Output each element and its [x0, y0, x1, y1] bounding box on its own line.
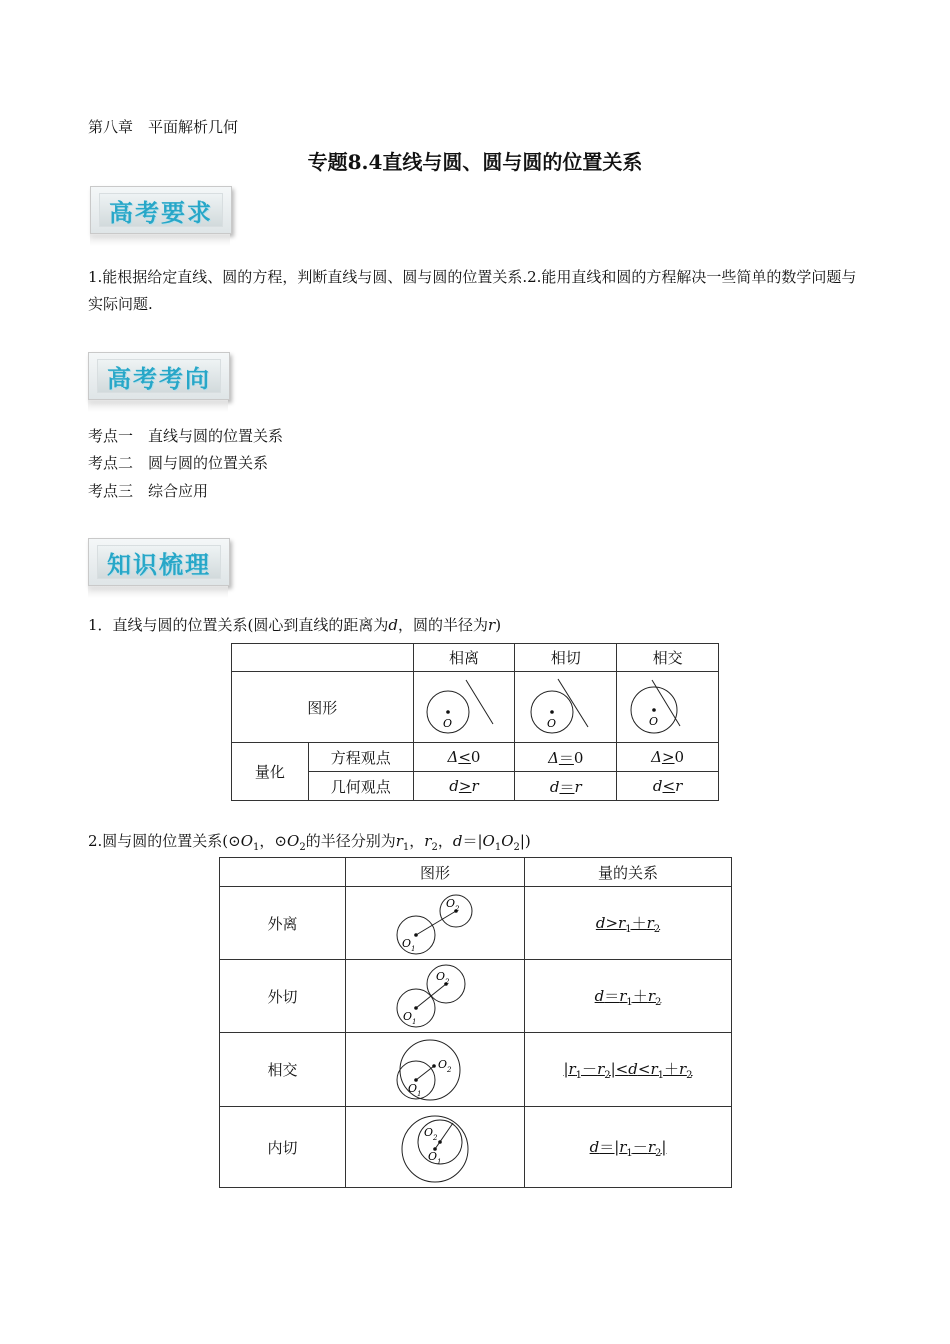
cond-geo-tangent: d＝r [515, 772, 617, 801]
directions-banner-text: 高考考向 [97, 359, 221, 393]
svg-text:O: O [438, 1057, 448, 1071]
figure-intersect-circles [390, 1036, 480, 1104]
svg-text:1: 1 [437, 1158, 442, 1166]
svg-text:2: 2 [433, 1134, 438, 1142]
col-figure: 图形 [346, 858, 525, 887]
page-title: 专题8.4直线与圆、圆与圆的位置关系 [307, 150, 643, 174]
col-tangent: 相切 [515, 644, 617, 672]
relation-external-separate: $d>r_1+r_2$ [525, 887, 732, 960]
knowledge-banner-text: 知识梳理 [97, 545, 221, 579]
col-relation: 量的关系 [525, 858, 732, 887]
svg-text:O: O [442, 717, 452, 730]
figure-intersect [628, 676, 708, 738]
line-circle-table [231, 643, 719, 801]
line-circle-heading: 1．直线与圆的位置关系(圆心到直线的距离为d，圆的半径为r) [88, 616, 502, 634]
cond-eq-tangent: Δ＝0 [515, 743, 617, 772]
key-point-1: 考点一 直线与圆的位置关系 [88, 427, 284, 445]
relation-internal-tangent: $d=|r_1-r_2|$ [525, 1107, 732, 1188]
svg-text:O: O [402, 937, 412, 950]
method-geometry: 几何观点 [308, 772, 413, 801]
cond-geo-separate: d>r [413, 772, 515, 801]
method-equation: 方程观点 [308, 743, 413, 772]
svg-text:O: O [436, 970, 446, 983]
cond-eq-intersect: Δ>0 [617, 743, 719, 772]
svg-text:O: O [408, 1081, 418, 1095]
svg-text:1: 1 [411, 945, 416, 953]
requirements-banner-text: 高考要求 [99, 193, 223, 227]
svg-text:O: O [428, 1150, 438, 1163]
svg-text:1: 1 [412, 1018, 417, 1026]
svg-text:O: O [446, 897, 456, 910]
figure-external-tangent [390, 962, 480, 1030]
figure-tangent [526, 676, 606, 738]
svg-text:O: O [403, 1010, 413, 1023]
svg-text:2: 2 [455, 905, 460, 913]
svg-text:2: 2 [445, 978, 450, 986]
row-internal-tangent: 内切 [220, 1107, 346, 1188]
requirements-banner [90, 186, 232, 246]
chapter-label: 第八章 平面解析几何 [88, 118, 239, 136]
svg-text:O: O [424, 1126, 434, 1139]
quant-label: 量化 [232, 743, 309, 801]
relation-intersect: $|r_1-r_2|<d<r_1+r_2$ [525, 1033, 732, 1107]
key-point-3: 考点三 综合应用 [88, 482, 209, 500]
circle-circle-table [219, 857, 732, 1188]
col-separate: 相离 [413, 644, 515, 672]
requirements-text: 1.能根据给定直线、圆的方程，判断直线与圆、圆与圆的位置关系.2.能用直线和圆的方程解决一些简单的数学问题与实际问题. [88, 268, 857, 313]
key-point-2: 考点二 圆与圆的位置关系 [88, 454, 269, 472]
row-intersect: 相交 [220, 1033, 346, 1107]
relation-external-tangent: $d=r_1+r_2$ [525, 960, 732, 1033]
figure-label: 图形 [232, 672, 414, 743]
figure-external-separate [390, 889, 480, 957]
knowledge-banner [88, 538, 230, 598]
cond-eq-separate: Δ<0 [413, 743, 515, 772]
row-external-tangent: 外切 [220, 960, 346, 1033]
directions-banner [88, 352, 230, 412]
row-external-separate: 外离 [220, 887, 346, 960]
cond-geo-intersect: d<r [617, 772, 719, 801]
svg-text:O: O [648, 715, 658, 728]
circle-circle-heading: 2.圆与圆的位置关系($⊙O_1$，$⊙O_2$的半径分别为$r_1$，$r_2$，$d=|O_1O_2|$) [88, 832, 531, 853]
svg-text:2: 2 [447, 1065, 452, 1074]
col-intersect: 相交 [617, 644, 719, 672]
svg-text:O: O [546, 717, 556, 730]
svg-text:1: 1 [417, 1089, 422, 1098]
figure-separate [424, 676, 504, 738]
figure-internal-tangent [390, 1109, 480, 1185]
